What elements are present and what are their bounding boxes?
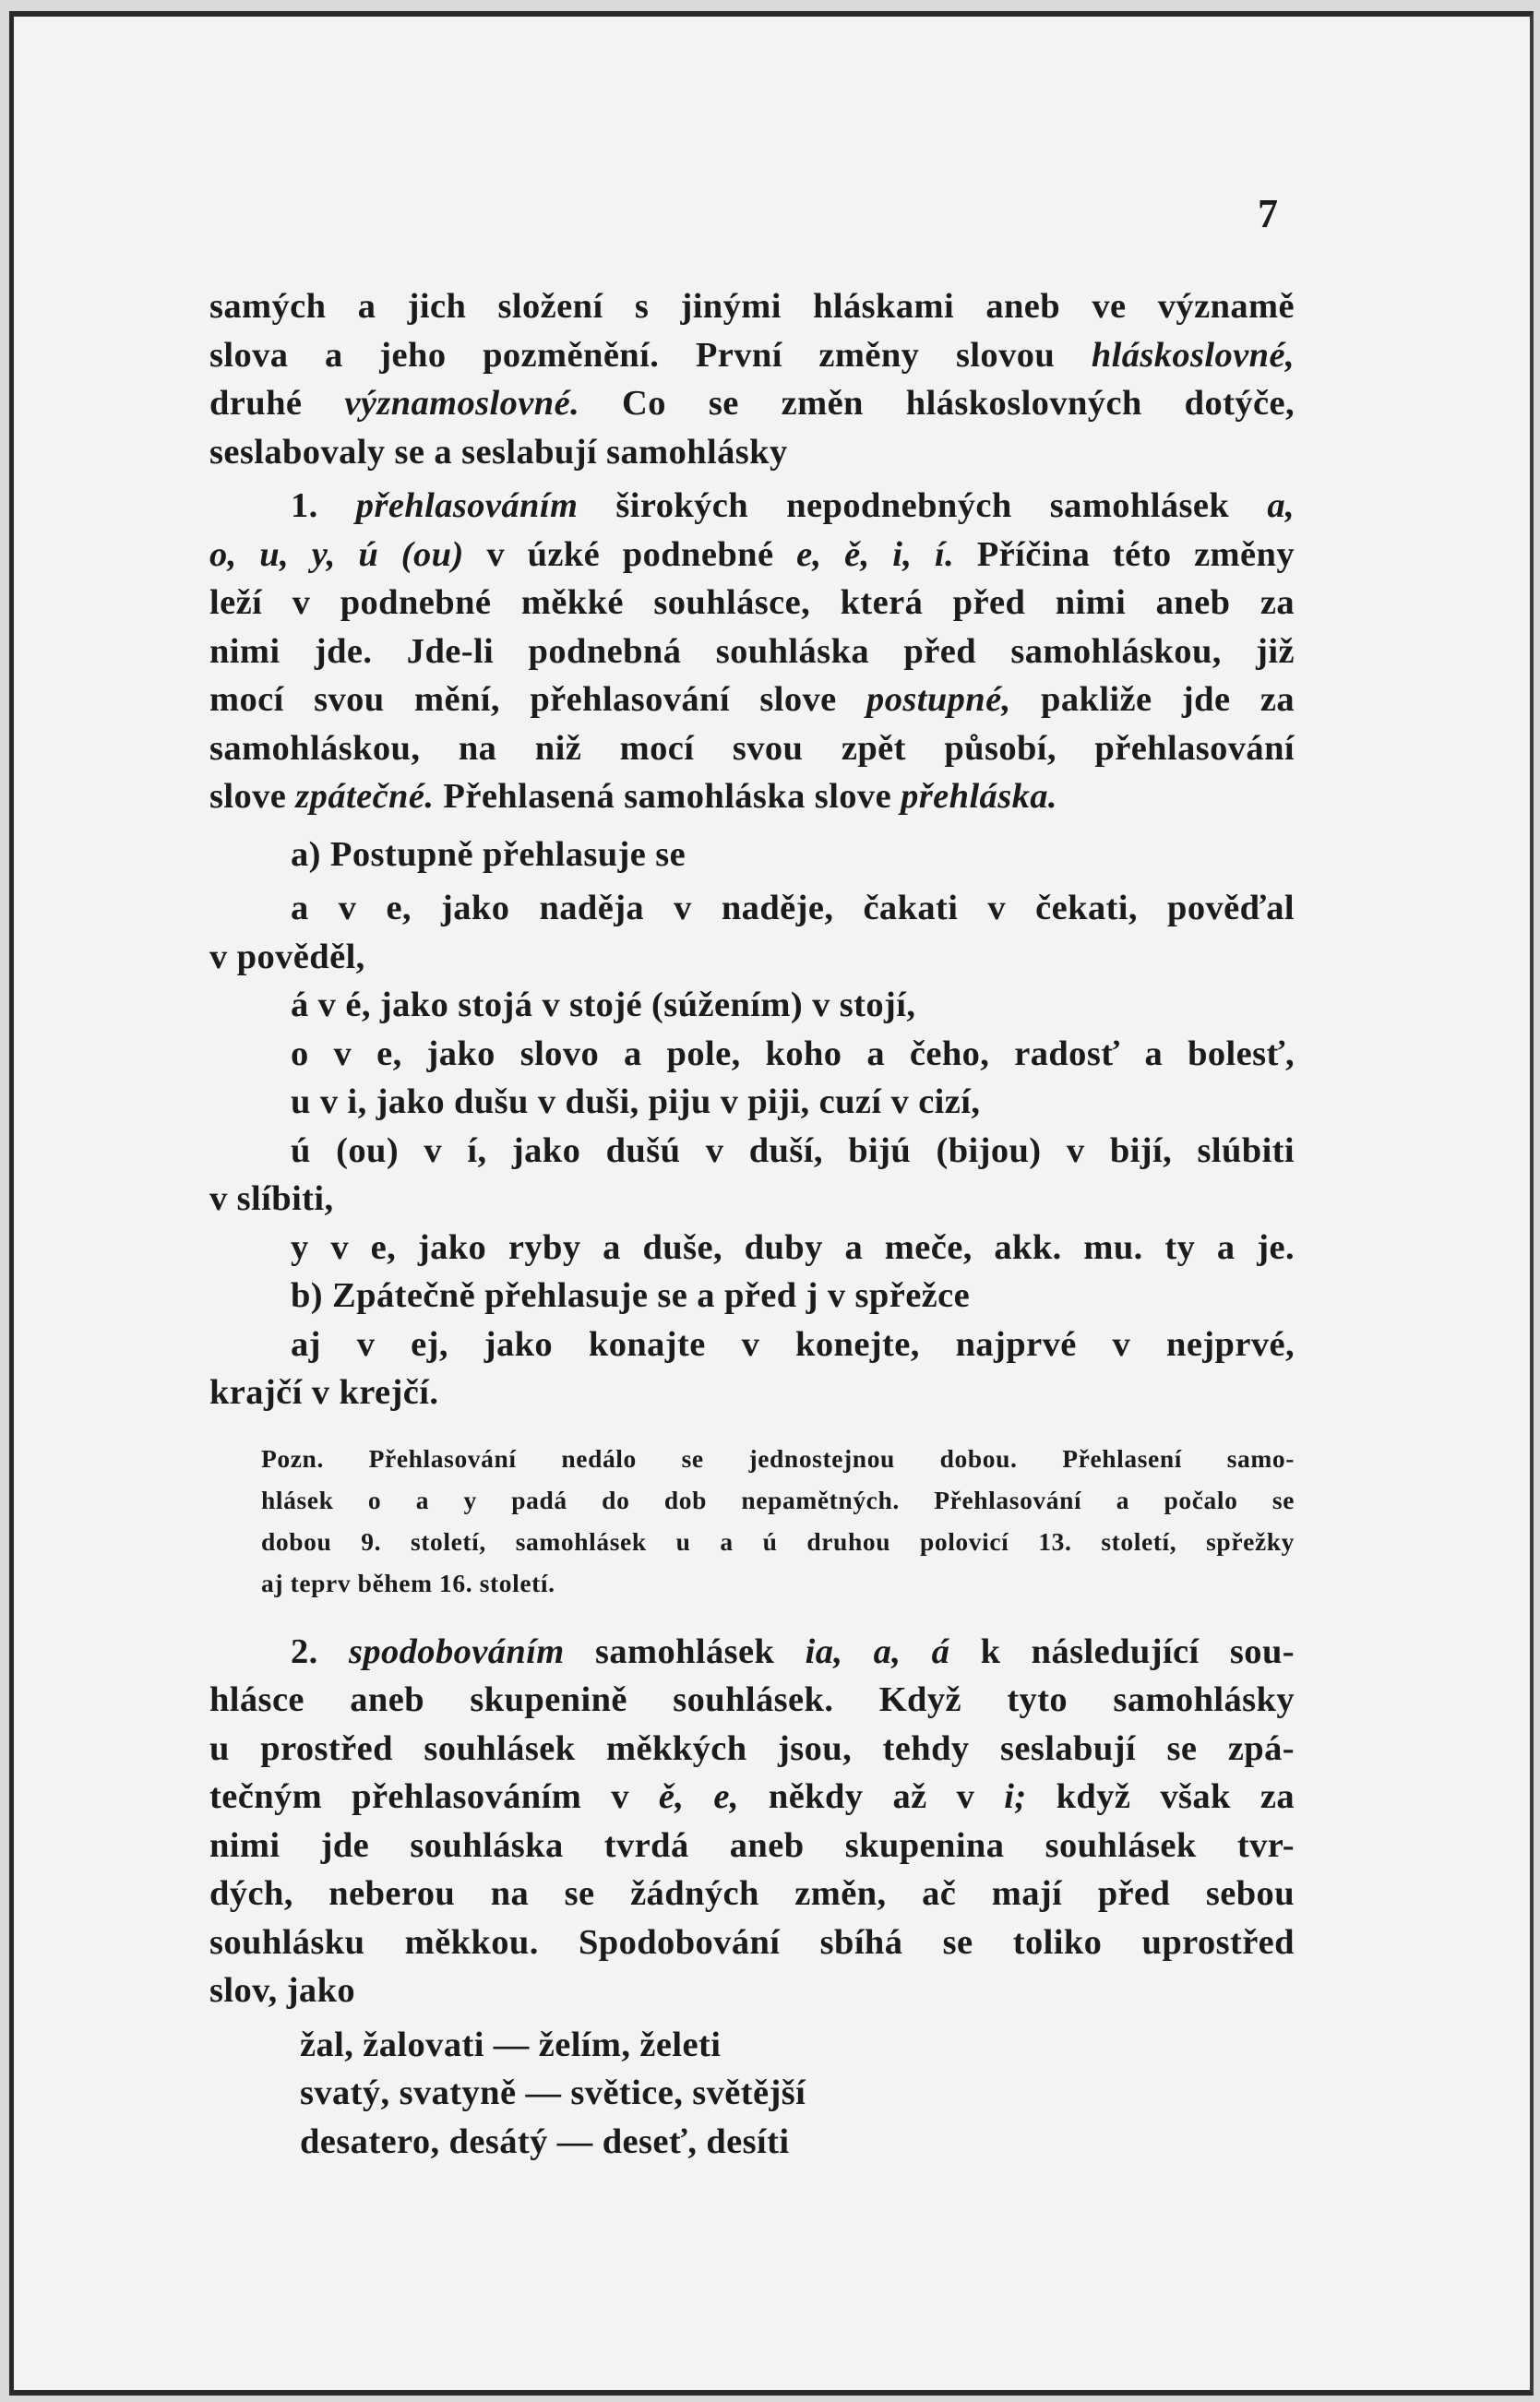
text-line bbox=[209, 1870, 1295, 1918]
text-segment: a v e, jako naděja v naděje, čakati v čekati, pověďal bbox=[291, 889, 1295, 927]
emphasis: o, u, y, ú (ou) bbox=[209, 534, 464, 574]
section-heading-b bbox=[209, 1272, 1295, 1321]
emphasis: e, ě, i, í. bbox=[796, 534, 955, 574]
emphasis: zpátečné. bbox=[295, 777, 435, 816]
word-examples bbox=[209, 2021, 1295, 2167]
text-segment: y v e, jako ryby a duše, duby a meče, akk. mu. ty a je. bbox=[291, 1227, 1295, 1267]
text-segment: nimi jde souhláska tvrdá aneb skupenina souhlásek tvr- bbox=[209, 1825, 1295, 1865]
text-line bbox=[209, 772, 1295, 821]
text-segment: 2. bbox=[291, 1631, 349, 1671]
text-line bbox=[209, 627, 1295, 676]
text-segment: samohlásek bbox=[564, 1631, 806, 1671]
text-segment: u v i, jako dušu v duši, piju v piji, cuzí v cizí, bbox=[291, 1082, 981, 1121]
text-segment: někdy až v bbox=[738, 1777, 1005, 1816]
emphasis: ě, e, bbox=[658, 1777, 739, 1816]
example-line bbox=[209, 1127, 1295, 1176]
text-segment: o v e, jako slovo a pole, koho a čeho, radosť a bolesť, bbox=[291, 1034, 1295, 1073]
emphasis: i; bbox=[1004, 1777, 1027, 1816]
text-segment: druhé bbox=[209, 384, 345, 423]
text-segment: seslabovaly se a seslabují samohlásky bbox=[209, 432, 788, 472]
text-segment: hlásek o a y padá do dob nepamětných. Přehlasování a počalo se bbox=[261, 1485, 1295, 1514]
emphasis: spodobováním bbox=[348, 1631, 565, 1671]
text-segment: slove bbox=[209, 777, 296, 816]
text-segment: širokých nepodnebných samohlásek bbox=[578, 486, 1268, 525]
text-line bbox=[209, 1676, 1295, 1725]
text-segment: 1. bbox=[291, 486, 356, 525]
text-segment: v slíbiti, bbox=[209, 1179, 334, 1218]
emphasis: významoslovné. bbox=[344, 384, 580, 423]
note-line bbox=[261, 1521, 1295, 1562]
text-segment: samohláskou, na niž mocí svou zpět působí, přehlasování bbox=[209, 728, 1295, 768]
text-segment: Co se změn hláskoslovných dotýče, bbox=[579, 384, 1295, 423]
text-segment: nimi jde. Jde-li podnebná souhláska před samohláskou, již bbox=[209, 631, 1295, 671]
text-segment: souhlásku měkkou. Spodobování sbíhá se toliko uprostřed bbox=[209, 1922, 1295, 1962]
text-segment: aj teprv během 16. století. bbox=[261, 1568, 555, 1597]
word-example-line: desatero, desátý — deseť, desíti bbox=[300, 2121, 790, 2161]
page-number: 7 bbox=[1258, 191, 1278, 236]
text-segment: když však za bbox=[1026, 1777, 1295, 1816]
text-segment: Pozn. Přehlasování nedálo se jednostejnou dobou. Přehlasení samo- bbox=[261, 1443, 1295, 1473]
emphasis: postupné, bbox=[866, 680, 1011, 719]
example-line bbox=[209, 884, 1295, 933]
text-line bbox=[209, 1725, 1295, 1774]
text-line bbox=[209, 1773, 1295, 1822]
example-line bbox=[209, 1224, 1295, 1273]
text-line bbox=[209, 675, 1295, 724]
text-segment: b) Zpátečně přehlasuje se a před j v spřežce bbox=[291, 1276, 971, 1315]
text-line bbox=[209, 1628, 1295, 1677]
text-segment: Přehlasená samohláska slove bbox=[434, 777, 901, 816]
note-line bbox=[261, 1438, 1295, 1479]
text-line bbox=[209, 379, 1295, 428]
text-segment: pakliže jde za bbox=[1010, 680, 1295, 719]
text-segment: á v é, jako stojá v stojé (súžením) v stojí, bbox=[291, 986, 916, 1024]
text-line bbox=[209, 579, 1295, 627]
text-line bbox=[209, 428, 1295, 477]
text-segment: mocí svou mění, přehlasování slove bbox=[209, 680, 867, 719]
note-line bbox=[261, 1562, 1295, 1604]
example-line bbox=[209, 981, 1295, 1030]
note-line bbox=[261, 1479, 1295, 1521]
word-example-line: svatý, svatyně — světice, světější bbox=[300, 2073, 806, 2112]
text-segment: u prostřed souhlásek měkkých jsou, tehdy seslabují se zpá- bbox=[209, 1728, 1295, 1768]
text-segment: krajčí v krejčí. bbox=[209, 1373, 439, 1412]
text-segment: dých, neberou na se žádných změn, ač mají před sebou bbox=[209, 1874, 1295, 1913]
text-segment: samých a jich složení s jinými hláskami aneb ve významě bbox=[209, 287, 1295, 326]
text-segment: aj v ej, jako konajte v konejte, najprvé v nejprvé, bbox=[291, 1324, 1295, 1364]
body-text bbox=[209, 282, 1295, 2166]
text-segment: ú (ou) v í, jako dušú v duší, bijú (bijou) v bijí, slúbiti bbox=[291, 1130, 1295, 1170]
section-heading-a bbox=[209, 831, 1295, 879]
emphasis: přehlasováním bbox=[355, 486, 579, 525]
emphasis: přehláska. bbox=[901, 777, 1057, 816]
text-line bbox=[209, 1918, 1295, 1967]
emphasis: ia, a, á bbox=[805, 1631, 950, 1671]
text-segment: Příčina této změny bbox=[954, 534, 1295, 574]
text-line bbox=[209, 282, 1295, 331]
text-line bbox=[209, 724, 1295, 773]
text-line bbox=[209, 482, 1295, 531]
text-line bbox=[209, 1822, 1295, 1870]
example-line bbox=[209, 1175, 1295, 1224]
text-segment: slova a jeho pozměnění. První změny slovou bbox=[209, 335, 1092, 375]
text-segment: slov, jako bbox=[209, 1971, 356, 2010]
example-line bbox=[209, 1078, 1295, 1127]
text-segment: k následující sou- bbox=[949, 1631, 1295, 1671]
book-page bbox=[9, 11, 1534, 2396]
text-segment: leží v podnebné měkké souhlásce, která před nimi aneb za bbox=[209, 583, 1295, 622]
text-segment: v pověděl, bbox=[209, 937, 365, 976]
text-line bbox=[209, 1966, 1295, 2015]
text-segment: a) Postupně přehlasuje se bbox=[291, 834, 686, 874]
text-segment: dobou 9. století, samohlásek u a ú druhou polovicí 13. století, spřežky bbox=[261, 1526, 1295, 1556]
example-line bbox=[209, 1368, 1295, 1417]
text-segment: tečným přehlasováním v bbox=[209, 1777, 659, 1816]
text-segment: hlásce aneb skupenině souhlásek. Když tyto samohlásky bbox=[209, 1680, 1295, 1719]
emphasis: hláskoslovné, bbox=[1091, 335, 1295, 375]
example-line bbox=[209, 1030, 1295, 1079]
word-example-line: žal, žalovati — želím, želeti bbox=[300, 2025, 722, 2064]
example-line bbox=[209, 1321, 1295, 1369]
footnote bbox=[261, 1438, 1295, 1604]
text-line bbox=[209, 331, 1295, 380]
text-segment: v úzké podnebné bbox=[463, 534, 797, 574]
emphasis: a, bbox=[1267, 486, 1295, 525]
example-line bbox=[209, 933, 1295, 982]
text-line bbox=[209, 531, 1295, 580]
